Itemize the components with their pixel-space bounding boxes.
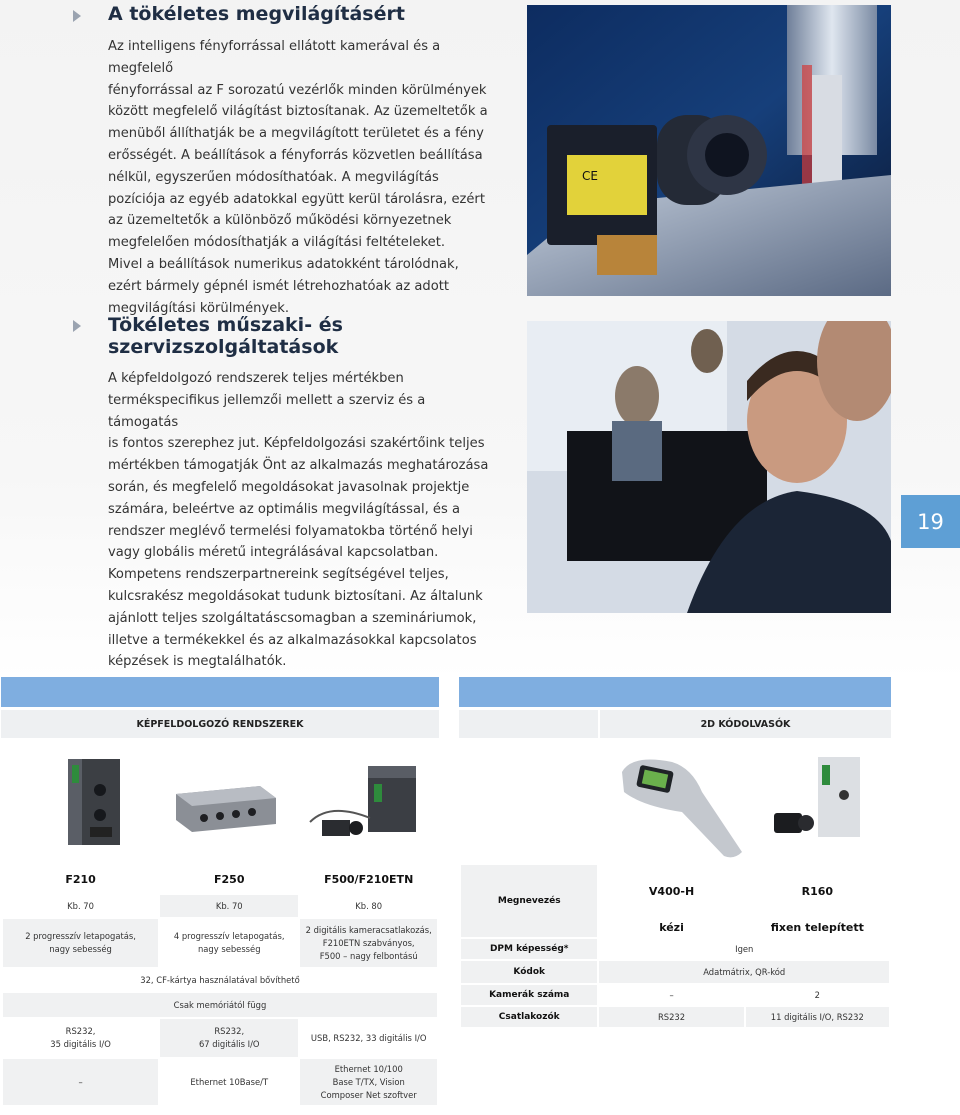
name-label: Megnevezés [460, 864, 598, 938]
model-v400h [598, 864, 744, 938]
model-sub: kézi [659, 921, 684, 934]
model-sub: fixen telepített [770, 921, 864, 934]
row-label: Kamerák száma [460, 984, 598, 1006]
table-cell: 2 [745, 984, 890, 1006]
row-label: Kódok [460, 960, 598, 984]
page-number: 19 [901, 495, 960, 548]
table-cell: Kb. 80 [299, 894, 438, 918]
table-cell: RS232, 67 digitális I/O [159, 1018, 299, 1058]
model-name: V400-H [648, 885, 695, 898]
camera-photo [527, 5, 891, 296]
svg-text:CE: CE [582, 169, 598, 183]
table-cell: Csak memóriától függ [2, 992, 438, 1018]
product-image-f250 [170, 780, 280, 839]
row-label: DPM képesség* [460, 938, 598, 960]
table-cell: RS232, 35 digitális I/O [2, 1018, 159, 1058]
table-cell: USB, RS232, 33 digitális I/O [299, 1018, 438, 1058]
model-r160 [745, 864, 890, 938]
vision-systems-table [1, 863, 439, 1107]
model-f210: F210 [2, 864, 159, 894]
category-bar-left [1, 677, 439, 707]
table-cell: – [598, 984, 744, 1006]
section1-text: Az intelligens fényforrással ellátott kamerával és a megfelelő fényforrással az F sorozatú vezérlők minden körülmények között megfelelő világítást biztosítanak. Az üzemeltetők a menüből állíthatják be a megvilágított területet és a fény erősségét. A beállítások a fényforrás közvetlen beállítása nélkül, egyszerűen módosíthatóak. A megvilágítás pozíciója az egyéb adatokkal együtt kerül tárolásra, ezért az üzemeltetők a különböző működési környezetnek megfelelően módosíthatják a világítási feltételeket. Mivel a beállítások numerikus adatokként tárolódnak, ezért bármely gépnél ismét létrehozhatóak az adott megvilágítási körülmények. [108, 39, 488, 316]
engineer-photo [527, 321, 891, 613]
table-cell: 2 digitális kameracsatlakozás, F210ETN szabványos, F500 – nagy felbontású [299, 918, 438, 968]
table-cell: 4 progresszív letapogatás, nagy sebesség [159, 918, 299, 968]
table-cell: Kb. 70 [159, 894, 299, 918]
category-blank-cell [459, 710, 598, 738]
product-image-f210 [60, 755, 130, 854]
table-cell: Adatmátrix, QR-kód [598, 960, 890, 984]
table-cell: Ethernet 10Base/T [159, 1058, 299, 1106]
category-bar-right [459, 677, 891, 707]
bullet-arrow-icon [73, 10, 81, 22]
category-title-code-readers: 2D KÓDOLVASÓK [600, 710, 891, 738]
table-cell: 11 digitális I/O, RS232 [745, 1006, 890, 1028]
bullet-arrow-icon [73, 320, 81, 332]
code-readers-table [459, 863, 891, 1029]
category-title-vision: KÉPFELDOLGOZÓ RENDSZEREK [1, 710, 439, 738]
table-cell: 2 progresszív letapogatás, nagy sebesség [2, 918, 159, 968]
model-name: R160 [801, 885, 834, 898]
product-image-f500 [300, 762, 430, 846]
row-label: Csatlakozók [460, 1006, 598, 1028]
product-image-r160 [770, 755, 870, 849]
section2-heading: Tökéletes műszaki- és szervizszolgáltatások [108, 314, 343, 358]
section2-text: A képfeldolgozó rendszerek teljes mértékben termékspecifikus jellemzői mellett a szerviz és a támogatás is fontos szerephez jut. Képfeldolgozási szakértőink teljes mértékben támogatják Önt az alkalmazás meghatározása során, és megfelelő megoldásokat javasolnak projektje számára, beleértve az optimális megvilágítással, és a rendszer meglévő termelési folyamatokba történő helyi vagy globális méretű integrálásával kapcsolatban. Kompetens rendszerpartnereink segítségével teljes, kulcsrakész megoldásokat tudunk biztosítani. Az általunk ajánlott teljes szolgáltatáscsomagban a szemináriumok, illetve a termékekkel és az alkalmazásokkal kapcsolatos képzések is megtalálhatók. [108, 371, 489, 670]
model-f500: F500/F210ETN [299, 864, 438, 894]
table-cell: Kb. 70 [2, 894, 159, 918]
table-cell: Igen [598, 938, 890, 960]
section1-heading: A tökéletes megvilágításért [108, 3, 405, 25]
table-cell: 32, CF-kártya használatával bővíthető [2, 968, 438, 992]
table-cell: Ethernet 10/100 Base T/TX, Vision Composer Net szoftver [299, 1058, 438, 1106]
table-cell: – [2, 1058, 159, 1106]
model-f250: F250 [159, 864, 299, 894]
table-cell: RS232 [598, 1006, 744, 1028]
product-image-v400h [612, 752, 752, 866]
